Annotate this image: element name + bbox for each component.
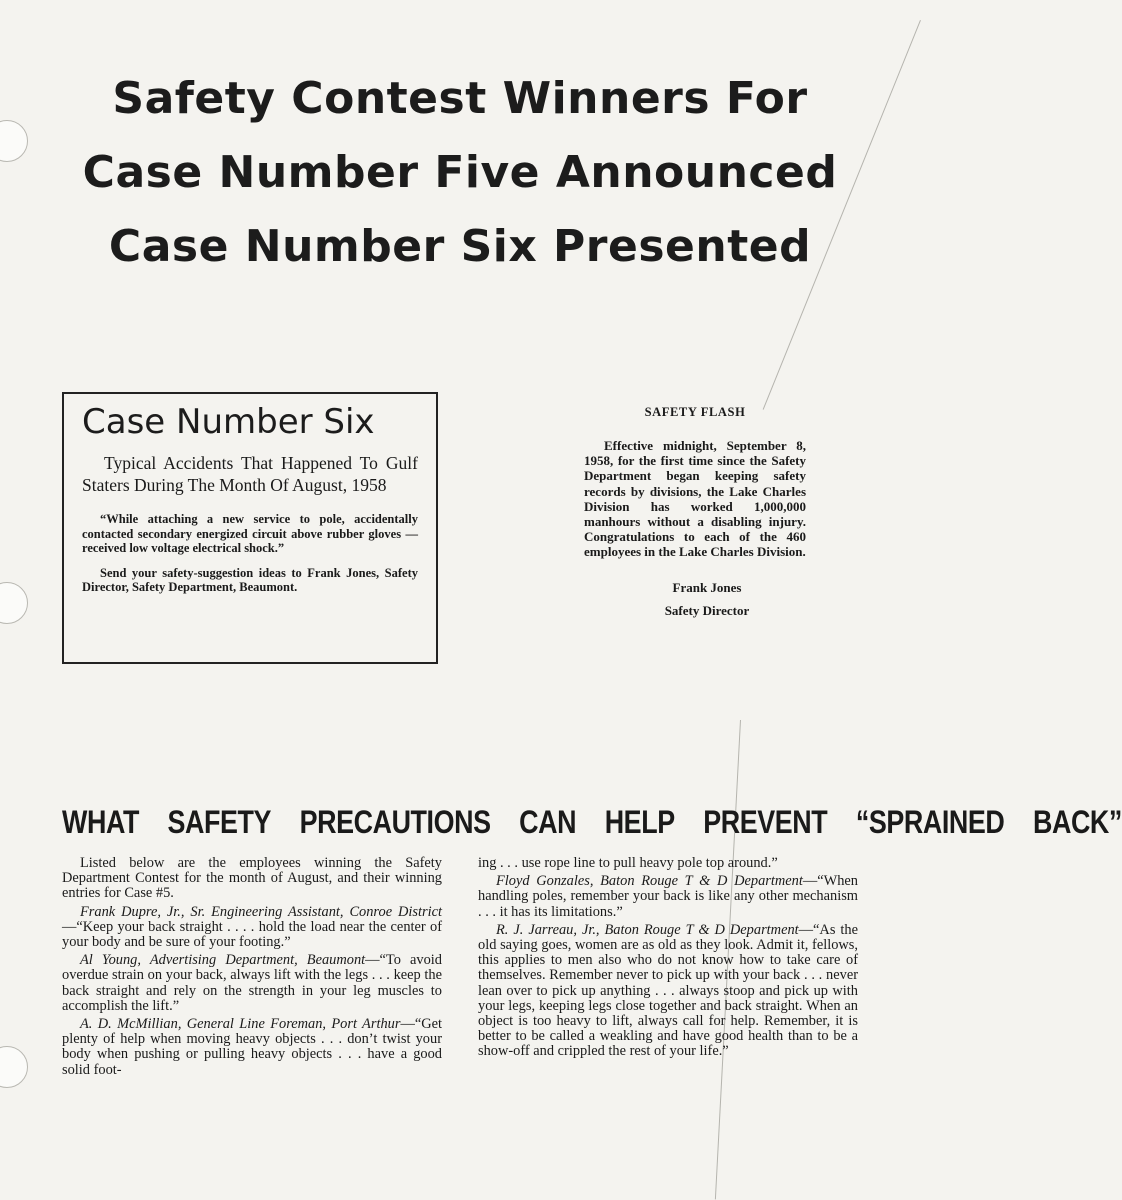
binder-hole-top	[0, 120, 28, 162]
article-intro: Listed below are the employees winning the Safety Department Contest for the month of August, and their winning entries for Case #5.	[62, 855, 442, 902]
winner-text: —“When handling poles, remember your back is like any other mechanism . . . it has its limitations.”	[478, 873, 858, 920]
entry-continuation: ing . . . use rope line to pull heavy pole top around.”	[478, 855, 778, 871]
winner-entry	[478, 874, 858, 920]
winner-entry	[62, 1017, 442, 1078]
safety-flash-signature	[584, 576, 806, 622]
binder-hole-bottom	[0, 1046, 28, 1088]
winner-entry	[62, 953, 442, 1014]
article-column-left	[62, 856, 442, 1081]
safety-flash-body: Effective midnight, September 8, 1958, for the first time since the Safety Department began keeping safety records by divisions, the Lake Charles Division has worked 1,000,000 manhours without a disabling injury. Congratulations to each of the 460 employees in the Lake Charles Division.	[584, 438, 806, 560]
heading-word: “SPRAINED	[855, 804, 1005, 840]
case-box-subtitle: Typical Accidents That Happened To Gulf Staters During The Month Of August, 1958	[82, 453, 418, 495]
signature-name: Frank Jones	[672, 579, 742, 595]
winner-name: Frank Dupre, Jr., Sr. Engineering Assistant, Conroe District	[80, 903, 442, 920]
winner-text: —“As the old saying goes, women are as old as they look. Admit it, fellows, this applies to men also who do not know how to take care of themselves. Remember never to pick up with your back . . . never lean over to pick up anything . . . always stoop and pick up with your legs, keeping legs close together and back straight. When an object is too heavy to lift, always call for help. Remember, it is better to be called a weakling and have good health than to be a show-off and crippled the rest of your life.”	[478, 921, 858, 1060]
heading-word: SAFETY	[167, 804, 272, 840]
winner-name: Al Young, Advertising Department, Beaumont	[80, 952, 366, 969]
headline-line-3: Case Number Six Presented	[108, 221, 812, 272]
winner-entry	[62, 905, 442, 951]
safety-flash	[584, 405, 806, 622]
article-column-right	[478, 856, 858, 1063]
heading-word: PREVENT	[703, 804, 828, 840]
case-box-title: Case Number Six	[82, 402, 375, 442]
winner-text: —“Get plenty of help when moving heavy objects . . . don’t twist your body when pushing or pulling heavy objects . . . have a good solid foot-	[62, 1016, 442, 1078]
winner-entry	[478, 923, 858, 1060]
binder-hole-middle	[0, 582, 28, 624]
section-heading	[62, 800, 1122, 844]
case-number-six-box	[62, 392, 438, 664]
safety-flash-title: SAFETY FLASH	[644, 405, 746, 419]
case-box-quote: “While attaching a new service to pole, accidentally contacted secondary energized circuit above rubber gloves — received low voltage electrical shock.”	[82, 512, 418, 555]
page-headline	[40, 62, 880, 284]
winner-name: R. J. Jarreau, Jr., Baton Rouge T & D Department	[496, 921, 799, 938]
winner-name: Floyd Gonzales, Baton Rouge T & D Department	[496, 873, 803, 890]
headline-line-1: Safety Contest Winners For	[112, 73, 808, 124]
heading-word: BACK”	[1032, 804, 1122, 840]
case-box-send-ideas: Send your safety-suggestion ideas to Frank Jones, Safety Director, Safety Department, Beaumont.	[82, 565, 418, 594]
headline-line-2: Case Number Five Announced	[82, 147, 838, 198]
winner-text: —“Keep your back straight . . . . hold the load near the center of your body and be sure of your footing.”	[62, 918, 442, 951]
heading-word: WHAT	[62, 804, 139, 840]
heading-word: HELP	[604, 804, 675, 840]
winner-text: —“To avoid overdue strain on your back, always lift with the legs . . . keep the back straight and rely on the strength in your leg muscles to accomplish the lift.”	[62, 952, 442, 1014]
heading-word: PRECAUTIONS	[299, 804, 491, 840]
heading-word: CAN	[519, 804, 577, 840]
signature-title: Safety Director	[664, 602, 750, 618]
winner-name: A. D. McMillian, General Line Foreman, Port Arthur	[80, 1016, 401, 1033]
